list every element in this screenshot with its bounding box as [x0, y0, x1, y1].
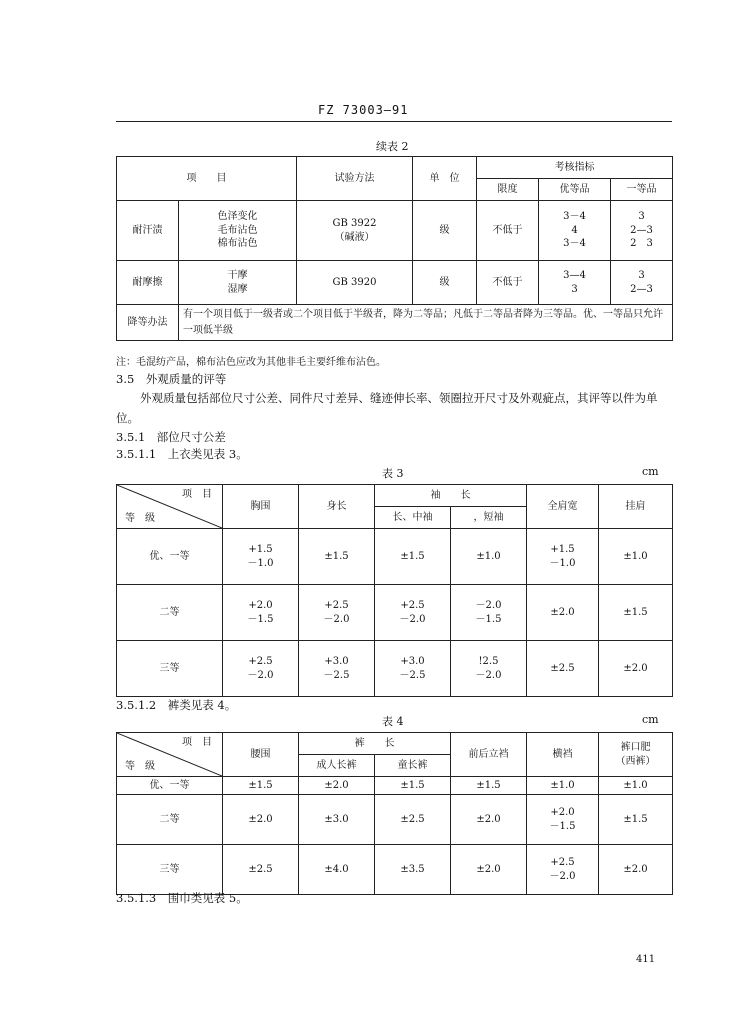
section-3-5-1-2-text: 3.5.1.2 裤类见表 4。 [116, 698, 237, 712]
table2-note: 注：毛混纺产品，棉布沾色应改为其他非毛主要纤维布沾色。 [116, 357, 386, 368]
t3-cell: !2.5 －2.0 [451, 641, 527, 697]
t3-corner-bottom: 等 级 [125, 512, 155, 524]
t2-head-index: 考核指标 [477, 157, 673, 179]
table4 [116, 732, 673, 895]
t4-cell: ±1.5 [599, 795, 673, 845]
t3-cell: +2.5 －2.0 [223, 641, 299, 697]
header-rule [116, 121, 672, 122]
t2-sweat-name: 耐汗渍 [117, 201, 179, 261]
t4-grade: 三等 [117, 845, 223, 895]
t3-cell: ±1.0 [599, 529, 673, 585]
t4-cell: ±1.5 [375, 777, 451, 795]
standard-header: FZ 73003—91 [318, 103, 409, 117]
t2-sweat-items: 色泽变化 毛布沾色 棉布沾色 [179, 201, 297, 261]
t3-cell: +2.5 －2.0 [375, 585, 451, 641]
table3-caption: 表 3 [382, 467, 404, 480]
t2-rub-method: GB 3920 [297, 261, 413, 305]
section-3-5-text: 外观质量包括部位尺寸公差、同件尺寸差异、缝迹伸长率、领圈拉开尺寸及外观疵点，其评等以件为单位。 [116, 391, 658, 425]
t2-sweat-first: 3 2—3 2 3 [611, 201, 673, 261]
t2-rub-items: 干摩 湿摩 [179, 261, 297, 305]
t4-cell: ±2.0 [223, 795, 299, 845]
t4-cell: ±2.0 [451, 795, 527, 845]
t4-cell: ±3.0 [299, 795, 375, 845]
t4-cell: ±1.5 [451, 777, 527, 795]
t4-cell: ±1.5 [223, 777, 299, 795]
t4-cell: ±2.0 [451, 845, 527, 895]
table3-unit: cm [642, 465, 659, 478]
table3 [116, 484, 673, 697]
t4-cell: ±2.5 [375, 795, 451, 845]
t3-corner [117, 485, 223, 529]
table4-caption: 表 4 [382, 715, 404, 728]
t4-cell: ±2.5 [223, 845, 299, 895]
t3-cell: ±2.0 [599, 641, 673, 697]
t4-cell: +2.5 －2.0 [527, 845, 599, 895]
table4-unit: cm [642, 713, 659, 726]
t3-cell: ±1.5 [375, 529, 451, 585]
t4-cell: ±3.5 [375, 845, 451, 895]
t2-head-superior: 优等品 [539, 179, 611, 201]
t3-col-sleeve: 袖 长 [375, 485, 527, 507]
t2-sweat-method: GB 3922 （碱液） [297, 201, 413, 261]
t3-cell: －2.0 －1.5 [451, 585, 527, 641]
t2-head-limit: 限度 [477, 179, 539, 201]
t3-corner-top: 项 目 [182, 489, 212, 500]
t4-col-trouser-length: 裤 长 [299, 733, 451, 755]
t4-cell: ±2.0 [299, 777, 375, 795]
t3-col-long-sleeve: 长、中袖 [375, 507, 451, 529]
t4-col-thigh: 横裆 [527, 733, 599, 777]
t3-col-chest: 胸围 [223, 485, 299, 529]
t3-grade: 二等 [117, 585, 223, 641]
t3-col-shoulder: 全肩宽 [527, 485, 599, 529]
t2-head-first: 一等品 [611, 179, 673, 201]
t2-sweat-superior: 3－4 4 3－4 [539, 201, 611, 261]
t2-downgrade-text: 有一个项目低于一级者或二个项目低于半级者，降为二等品；凡低于二等品者降为三等品。优、一等品只允许一项低半级 [179, 305, 673, 341]
t2-rub-limit: 不低于 [477, 261, 539, 305]
t4-cell: +2.0 －1.5 [527, 795, 599, 845]
t4-cell: ±1.0 [527, 777, 599, 795]
t4-col-child: 童长裤 [375, 755, 451, 777]
t3-cell: +2.5 －2.0 [299, 585, 375, 641]
t3-col-length: 身长 [299, 485, 375, 529]
section-3-5-1-3-text: 3.5.1.3 围巾类见表 5。 [116, 891, 248, 905]
t3-col-short-sleeve: ，短袖 [451, 507, 527, 529]
t4-col-adult: 成人长裤 [299, 755, 375, 777]
t3-cell: +3.0 －2.5 [299, 641, 375, 697]
t3-grade: 三等 [117, 641, 223, 697]
section-3-5-title: 3.5 外观质量的评等 [116, 372, 227, 386]
t3-cell: ±2.0 [527, 585, 599, 641]
t3-cell: ±2.5 [527, 641, 599, 697]
t4-col-waist: 腰围 [223, 733, 299, 777]
page-number: 411 [636, 954, 656, 965]
t4-corner [117, 733, 223, 777]
t3-cell: +2.0 －1.5 [223, 585, 299, 641]
section-3-5-1-title: 3.5.1 部位尺寸公差 [116, 430, 226, 444]
t4-cell: ±2.0 [599, 845, 673, 895]
t2-rub-first: 3 2—3 [611, 261, 673, 305]
t3-cell: ±1.5 [599, 585, 673, 641]
t3-cell: +3.0 －2.5 [375, 641, 451, 697]
t4-corner-top: 项 目 [182, 737, 212, 748]
section-3-5-1-1-text: 3.5.1.1 上衣类见表 3。 [116, 447, 248, 461]
t2-head-item: 项 目 [117, 157, 297, 201]
t3-cell: +1.5 －1.0 [223, 529, 299, 585]
t4-grade: 优、一等 [117, 777, 223, 795]
t3-col-armhole: 挂肩 [599, 485, 673, 529]
t4-cell: ±1.0 [599, 777, 673, 795]
table2 [116, 156, 673, 341]
t2-head-unit: 单 位 [413, 157, 477, 201]
t2-downgrade-name: 降等办法 [117, 305, 179, 341]
t4-cell: ±4.0 [299, 845, 375, 895]
t2-sweat-limit: 不低于 [477, 201, 539, 261]
t2-head-method: 试验方法 [297, 157, 413, 201]
t3-cell: +1.5 －1.0 [527, 529, 599, 585]
t2-rub-unit: 级 [413, 261, 477, 305]
t4-col-hem: 裤口肥 （西裤） [599, 733, 673, 777]
t2-rub-name: 耐摩擦 [117, 261, 179, 305]
t4-col-rise: 前后立裆 [451, 733, 527, 777]
t2-sweat-unit: 级 [413, 201, 477, 261]
table2-caption: 续表 2 [376, 140, 409, 153]
t4-corner-bottom: 等 级 [125, 760, 155, 772]
t2-rub-superior: 3—4 3 [539, 261, 611, 305]
t3-grade: 优、一等 [117, 529, 223, 585]
t3-cell: ±1.5 [299, 529, 375, 585]
t3-cell: ±1.0 [451, 529, 527, 585]
t4-grade: 二等 [117, 795, 223, 845]
